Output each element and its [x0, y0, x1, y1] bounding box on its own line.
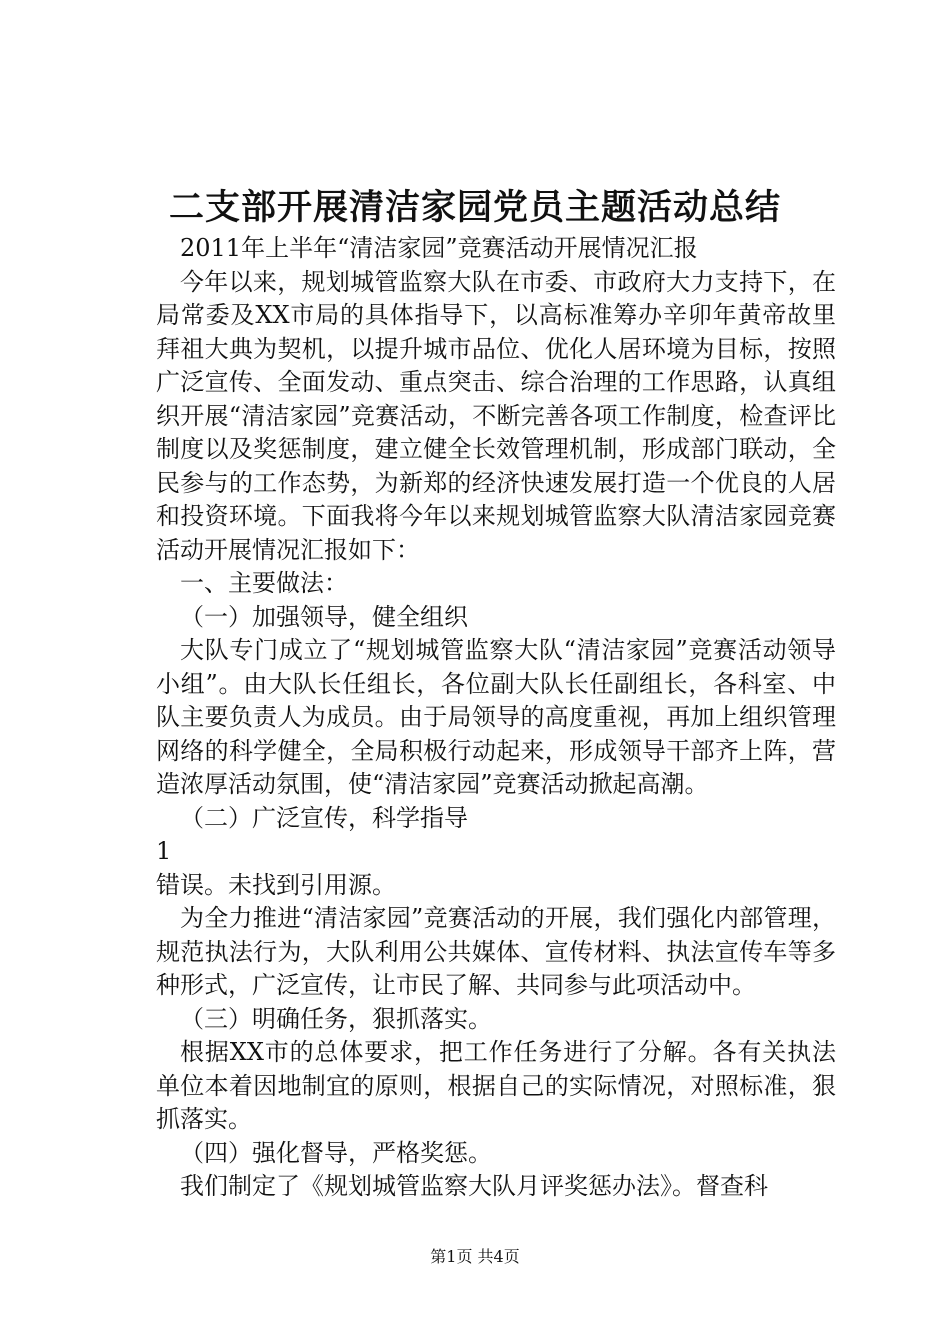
document-title: 二支部开展清洁家园党员主题活动总结 — [168, 187, 781, 228]
body-paragraph-tasks: 根据XX市的总体要求，把工作任务进行了分解。各有关执法单位本着因地制宜的原则，根据自己的实际情况，对照标准，狠抓落实。 — [156, 1038, 836, 1133]
subsection-heading-1: （一）加强领导，健全组织 — [180, 602, 468, 631]
section-heading-main-methods: 一、主要做法： — [180, 569, 348, 597]
subsection-heading-4: （四）强化督导，严格奖惩。 — [180, 1138, 492, 1167]
report-subtitle: 2011年上半年“清洁家园”竞赛活动开展情况汇报 — [180, 234, 698, 262]
subsection-heading-3: （三）明确任务，狠抓落实。 — [180, 1004, 492, 1033]
reference-error-note: 错误。未找到引用源。 — [156, 870, 396, 899]
body-paragraph-publicity: 为全力推进“清洁家园”竞赛活动的开展，我们强化内部管理，规范执法行为，大队利用公共媒体、宣传材料、执法宣传车等多种形式，广泛宣传，让市民了解、共同参与此项活动中。 — [156, 904, 836, 999]
body-paragraph-leadership: 大队专门成立了“规划城管监察大队“清洁家园”竞赛活动领导小组”。由大队长任组长，各位副大队长任副组长，各科室、中队主要负责人为成员。由于局领导的高度重视，再加上组织管理网络的科学健全，全局积极行动起来，形成领导干部齐上阵，营造浓厚活动氛围，使“清洁家园”竞赛活动掀起高潮。 — [156, 636, 836, 798]
intro-paragraph: 今年以来，规划城管监察大队在市委、市政府大力支持下，在局常委及XX市局的具体指导下，以高标准筹办辛卯年黄帝故里拜祖大典为契机，以提升城市品位、优化人居环境为目标，按照广泛宣传、全面发动、重点突击、综合治理的工作思路，认真组织开展“清洁家园”竞赛活动，不断完善各项工作制度，检查评比制度以及奖惩制度，建立健全长效管理机制，形成部门联动，全民参与的工作态势，为新郑的经济快速发展打造一个优良的人居和投资环境。下面我将今年以来规划城管监察大队清洁家园竞赛活动开展情况汇报如下： — [156, 267, 836, 564]
subsection-heading-2: （二）广泛宣传，科学指导 — [180, 803, 468, 832]
stray-page-number: 1 — [156, 837, 172, 865]
document-body — [156, 232, 836, 1204]
body-paragraph-supervision: 我们制定了《规划城管监察大队月评奖惩办法》。督查科 — [180, 1172, 768, 1200]
page-footer: 第1页 共4页 — [430, 1247, 520, 1266]
